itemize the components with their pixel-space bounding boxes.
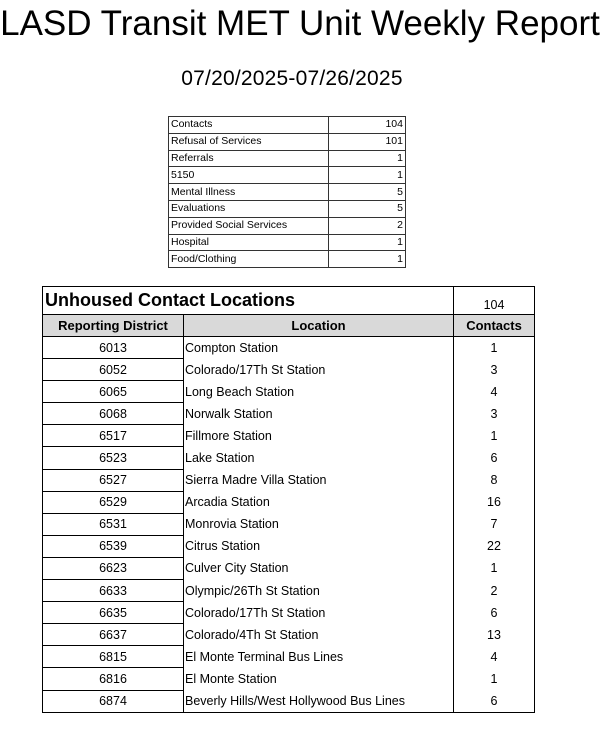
table-row <box>43 668 535 690</box>
summary-table <box>168 116 406 268</box>
table-row <box>43 535 535 557</box>
contacts-cell: 4 <box>454 381 535 403</box>
district-cell: 6065 <box>43 381 184 403</box>
district-cell: 6623 <box>43 557 184 579</box>
contacts-cell: 1 <box>454 557 535 579</box>
summary-row <box>169 251 406 268</box>
summary-label: 5150 <box>169 167 329 184</box>
contacts-cell: 16 <box>454 491 535 513</box>
summary-row <box>169 133 406 150</box>
contacts-cell: 7 <box>454 513 535 535</box>
location-cell: Colorado/17Th St Station <box>184 359 454 381</box>
district-cell: 6523 <box>43 447 184 469</box>
table-row <box>43 557 535 579</box>
summary-row <box>169 117 406 134</box>
report-date-range <box>0 66 600 92</box>
date-range-text: 07/20/2025-07/26/2025 <box>181 67 403 90</box>
location-cell: Culver City Station <box>184 557 454 579</box>
district-cell: 6013 <box>43 337 184 359</box>
column-header-contacts: Contacts <box>454 315 535 337</box>
district-cell: 6517 <box>43 425 184 447</box>
location-cell: Colorado/17Th St Station <box>184 602 454 624</box>
summary-value: 5 <box>329 200 406 217</box>
district-cell: 6068 <box>43 403 184 425</box>
column-header-location: Location <box>184 315 454 337</box>
contacts-cell: 22 <box>454 535 535 557</box>
summary-row <box>169 200 406 217</box>
locations-column-header-row <box>43 315 535 337</box>
summary-row <box>169 150 406 167</box>
summary-row <box>169 217 406 234</box>
district-cell: 6816 <box>43 668 184 690</box>
district-cell: 6052 <box>43 359 184 381</box>
location-cell: El Monte Terminal Bus Lines <box>184 646 454 668</box>
district-cell: 6637 <box>43 624 184 646</box>
table-row <box>43 425 535 447</box>
contacts-cell: 6 <box>454 690 535 712</box>
summary-value: 5 <box>329 184 406 201</box>
summary-label: Referrals <box>169 150 329 167</box>
summary-row <box>169 167 406 184</box>
location-cell: Colorado/4Th St Station <box>184 624 454 646</box>
table-row <box>43 403 535 425</box>
summary-table-body <box>169 117 406 268</box>
summary-label: Refusal of Services <box>169 133 329 150</box>
location-cell: Long Beach Station <box>184 381 454 403</box>
contacts-cell: 3 <box>454 403 535 425</box>
table-row <box>43 513 535 535</box>
contacts-cell: 2 <box>454 580 535 602</box>
column-header-district: Reporting District <box>43 315 184 337</box>
summary-value: 1 <box>329 150 406 167</box>
table-row <box>43 381 535 403</box>
summary-value: 1 <box>329 234 406 251</box>
location-cell: Lake Station <box>184 447 454 469</box>
contacts-cell: 3 <box>454 359 535 381</box>
location-cell: Norwalk Station <box>184 403 454 425</box>
locations-title-row <box>43 287 535 315</box>
table-row <box>43 491 535 513</box>
contacts-cell: 6 <box>454 602 535 624</box>
location-cell: Sierra Madre Villa Station <box>184 469 454 491</box>
district-cell: 6527 <box>43 469 184 491</box>
contacts-cell: 13 <box>454 624 535 646</box>
summary-value: 1 <box>329 167 406 184</box>
district-cell: 6531 <box>43 513 184 535</box>
district-cell: 6633 <box>43 580 184 602</box>
locations-table-body <box>43 337 535 713</box>
district-cell: 6874 <box>43 690 184 712</box>
location-cell: Fillmore Station <box>184 425 454 447</box>
contacts-cell: 1 <box>454 668 535 690</box>
contacts-cell: 6 <box>454 447 535 469</box>
district-cell: 6539 <box>43 535 184 557</box>
location-cell: Arcadia Station <box>184 491 454 513</box>
district-cell: 6635 <box>43 602 184 624</box>
location-cell: Olympic/26Th St Station <box>184 580 454 602</box>
contacts-cell: 8 <box>454 469 535 491</box>
summary-label: Food/Clothing <box>169 251 329 268</box>
contacts-cell: 1 <box>454 425 535 447</box>
summary-value: 101 <box>329 133 406 150</box>
summary-row <box>169 184 406 201</box>
table-row <box>43 624 535 646</box>
district-cell: 6815 <box>43 646 184 668</box>
unhoused-contact-locations-table <box>42 286 535 713</box>
location-cell: Citrus Station <box>184 535 454 557</box>
table-row <box>43 646 535 668</box>
table-row <box>43 580 535 602</box>
summary-value: 2 <box>329 217 406 234</box>
summary-label: Mental Illness <box>169 184 329 201</box>
summary-row <box>169 234 406 251</box>
table-row <box>43 447 535 469</box>
contacts-cell: 1 <box>454 337 535 359</box>
location-cell: Beverly Hills/West Hollywood Bus Lines <box>184 690 454 712</box>
contacts-cell: 4 <box>454 646 535 668</box>
summary-value: 1 <box>329 251 406 268</box>
location-cell: El Monte Station <box>184 668 454 690</box>
report-title: LASD Transit MET Unit Weekly Report <box>0 4 600 43</box>
table-row <box>43 359 535 381</box>
locations-table-title: Unhoused Contact Locations <box>43 287 454 315</box>
location-cell: Monrovia Station <box>184 513 454 535</box>
table-row <box>43 337 535 359</box>
table-row <box>43 602 535 624</box>
district-cell: 6529 <box>43 491 184 513</box>
summary-label: Evaluations <box>169 200 329 217</box>
summary-label: Provided Social Services <box>169 217 329 234</box>
summary-label: Hospital <box>169 234 329 251</box>
locations-total-contacts: 104 <box>454 287 535 315</box>
table-row <box>43 469 535 491</box>
summary-value: 104 <box>329 117 406 134</box>
table-row <box>43 690 535 712</box>
location-cell: Compton Station <box>184 337 454 359</box>
summary-label: Contacts <box>169 117 329 134</box>
